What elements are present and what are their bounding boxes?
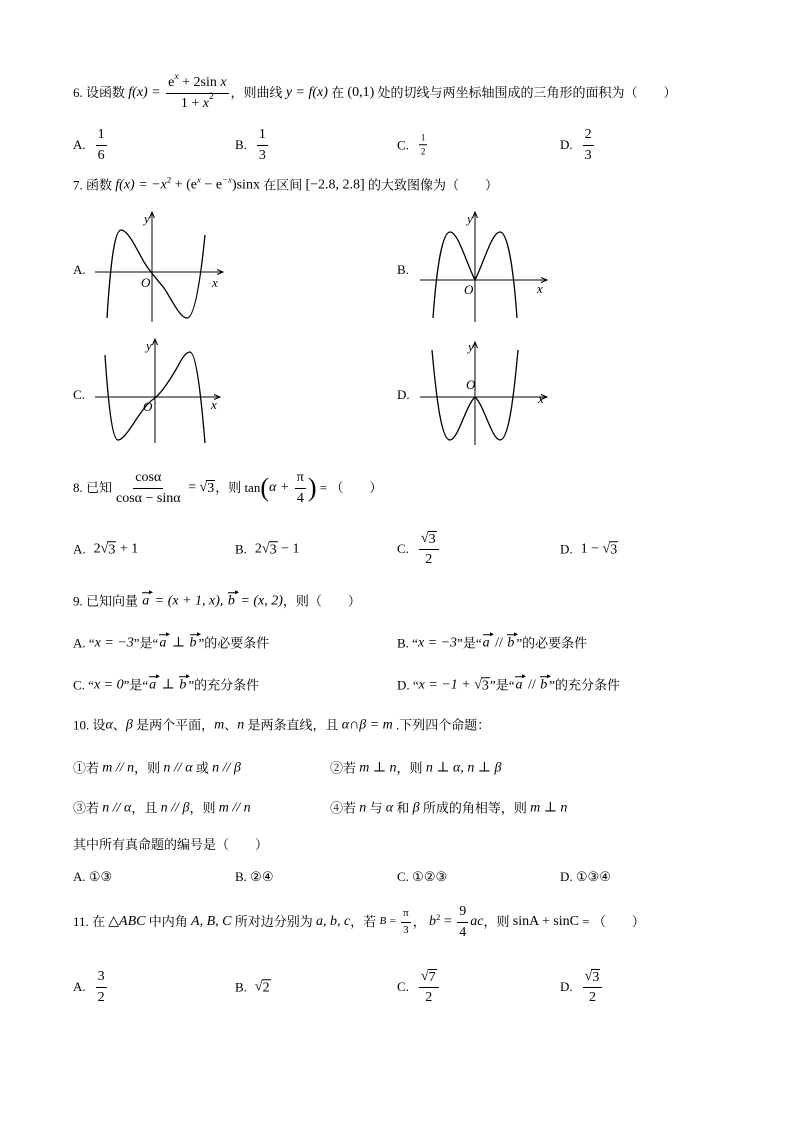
option-text: ”是“ bbox=[123, 676, 149, 692]
fraction-denominator: 2 bbox=[588, 989, 596, 1005]
q6-text-end: 处的切线与两坐标轴围成的三角形的面积为（ ） bbox=[374, 84, 677, 100]
radicand: 2 bbox=[262, 979, 270, 995]
q8-given-fraction bbox=[114, 469, 183, 507]
x-axis-label: x bbox=[537, 281, 543, 296]
origin-label: O bbox=[466, 377, 476, 392]
fraction-denominator: 2 bbox=[420, 146, 426, 157]
fraction-denominator: cosα − sinα bbox=[116, 490, 181, 506]
q11-option-d bbox=[560, 968, 604, 1006]
sqrt-sign: √ bbox=[261, 541, 270, 557]
exponent: 2 bbox=[166, 174, 172, 185]
q7-term: )sinx bbox=[231, 177, 260, 193]
option-label: B. bbox=[235, 136, 247, 152]
option-label: A. bbox=[73, 868, 89, 884]
statement-text: ③若 bbox=[73, 799, 103, 815]
sqrt-sign: √ bbox=[584, 969, 593, 984]
q8-text-end: = （ ） bbox=[316, 479, 383, 495]
option-label: A. bbox=[73, 540, 86, 556]
fraction-numerator: 9 bbox=[457, 903, 468, 923]
statement-math: m // n bbox=[102, 760, 135, 776]
option-label: C. bbox=[397, 136, 409, 152]
question-7 bbox=[73, 176, 498, 194]
left-paren: ( bbox=[260, 473, 269, 502]
relation-symbol: ⊥ bbox=[158, 677, 179, 693]
q7-graph-a bbox=[90, 205, 235, 330]
vector-a: a bbox=[149, 677, 157, 693]
q11-text: ， bbox=[412, 913, 429, 929]
option-text: ”的必要条件 bbox=[198, 634, 270, 650]
statement-math: n // β bbox=[160, 800, 190, 816]
vector-a: a bbox=[515, 677, 523, 693]
fraction-denominator: 2 bbox=[425, 989, 433, 1005]
y-axis-label: y bbox=[467, 211, 473, 226]
question-9 bbox=[73, 592, 361, 610]
q11-text: ，则 bbox=[483, 913, 513, 929]
option-label: D. “ bbox=[397, 676, 419, 692]
statement-math: n // α bbox=[102, 800, 132, 816]
q7-interval: [−2.8, 2.8] bbox=[305, 177, 365, 193]
side-b: b bbox=[428, 914, 436, 930]
fraction-numerator bbox=[583, 968, 603, 988]
sqrt-sign: √ bbox=[100, 541, 109, 557]
statement-math: n // β bbox=[212, 760, 241, 776]
statement-math: m // n bbox=[218, 800, 251, 816]
radicand: 3 bbox=[592, 969, 600, 985]
option-label: A. “ bbox=[73, 634, 95, 650]
vector-b: b bbox=[189, 635, 197, 651]
q11-text: 中内角 bbox=[145, 913, 192, 929]
q7-graph-c bbox=[90, 335, 230, 450]
statement-text: ，且 bbox=[131, 799, 161, 815]
option-fraction bbox=[583, 126, 594, 164]
q6-option-d bbox=[560, 126, 596, 164]
exponent: −x bbox=[222, 174, 232, 185]
radicand: 3 bbox=[428, 531, 436, 547]
option-fraction bbox=[419, 530, 439, 568]
vector-b-value: = (x, 2) bbox=[236, 593, 283, 609]
radicand: 3 bbox=[207, 480, 215, 496]
origin-label: O bbox=[143, 399, 153, 414]
q8-option-c bbox=[397, 530, 441, 568]
vector-b: b bbox=[540, 677, 548, 693]
q9-option-d bbox=[397, 676, 620, 694]
q7-text-interval: 在区间 bbox=[259, 176, 306, 192]
triangle-name: △ABC bbox=[108, 914, 146, 930]
fraction-numerator: 3 bbox=[96, 968, 107, 988]
sides: a, b, c bbox=[315, 914, 351, 930]
option-text: ”是“ bbox=[457, 634, 482, 650]
statement-math: α bbox=[385, 800, 394, 816]
q10-intro: 10. 设 bbox=[73, 716, 106, 732]
statement-math: m ⊥ n bbox=[530, 800, 568, 816]
condition: x = −1 + bbox=[418, 677, 475, 693]
q8-alpha-plus: α + bbox=[269, 480, 293, 496]
q9-option-c bbox=[73, 676, 259, 694]
fraction-numerator: π bbox=[401, 907, 411, 923]
q11-intro: 11. 在 bbox=[73, 913, 109, 929]
fraction-numerator bbox=[419, 968, 439, 988]
vector-b: b bbox=[179, 677, 187, 693]
vector-a-value: = (x + 1, x), bbox=[151, 593, 227, 609]
q6-option-a bbox=[73, 126, 109, 164]
condition: x = 0 bbox=[93, 677, 124, 693]
q10-question bbox=[73, 837, 268, 853]
sqrt-sign: √ bbox=[420, 531, 429, 546]
option-label: B. bbox=[235, 540, 247, 556]
q10-text-end: .下列四个命题： bbox=[392, 716, 491, 732]
fraction-numerator: 1 bbox=[257, 126, 268, 146]
option-label: C. bbox=[397, 868, 413, 884]
q11-text: 所对边分别为 bbox=[231, 913, 316, 929]
q9-option-a bbox=[73, 634, 269, 652]
q10-option-d bbox=[560, 869, 611, 885]
exponent: 2 bbox=[209, 92, 214, 103]
q10-option-b bbox=[235, 869, 273, 885]
q7-term: − e bbox=[200, 177, 223, 193]
option-label: B. bbox=[397, 261, 409, 277]
coefficient: 2 bbox=[254, 541, 262, 557]
option-label: B. bbox=[235, 978, 247, 994]
nine-over-four bbox=[457, 903, 468, 941]
x-axis-label: x bbox=[211, 397, 217, 412]
fraction-numerator bbox=[419, 530, 439, 550]
q10-option-c bbox=[397, 869, 447, 885]
q11-option-a bbox=[73, 968, 109, 1006]
question-text: 其中所有真命题的编号是（ ） bbox=[73, 836, 269, 852]
fraction-numerator: π bbox=[295, 469, 306, 489]
option-label: B. “ bbox=[397, 634, 418, 650]
q6-function-lhs: f(x) = bbox=[128, 85, 165, 101]
euler-e: e bbox=[168, 75, 175, 90]
angles: A, B, C bbox=[191, 914, 232, 930]
radicand: 3 bbox=[610, 541, 618, 557]
sine-sum: sinA + sinC bbox=[512, 914, 580, 930]
statement-text: 与 bbox=[366, 799, 386, 815]
option-term: − 1 bbox=[277, 541, 300, 557]
question-8 bbox=[73, 469, 382, 507]
statement-math: n bbox=[359, 800, 367, 816]
x-axis-label: x bbox=[212, 275, 218, 290]
radicand: 3 bbox=[108, 541, 116, 557]
q9-option-b bbox=[397, 634, 587, 652]
option-label: D. bbox=[560, 136, 573, 152]
separator: 、 bbox=[224, 716, 238, 732]
option-fraction bbox=[419, 968, 439, 1006]
option-label: D. bbox=[560, 868, 576, 884]
fraction-numerator: 2 bbox=[583, 126, 594, 146]
statement-text: 或 bbox=[192, 759, 213, 775]
fraction-numerator bbox=[166, 71, 228, 94]
plane-beta: β bbox=[125, 717, 133, 733]
statement-text: ，则 bbox=[189, 799, 219, 815]
option-fraction bbox=[257, 126, 268, 164]
vector-b: b bbox=[507, 635, 515, 651]
option-label: D. bbox=[397, 386, 410, 402]
fraction-denominator: 2 bbox=[425, 551, 433, 567]
q7-graph-d-label bbox=[397, 387, 410, 403]
q9-text-end: ，则（ ） bbox=[282, 592, 361, 608]
radicand: 3 bbox=[481, 677, 489, 693]
fraction-denominator: 4 bbox=[459, 924, 467, 940]
q6-option-c bbox=[397, 132, 429, 158]
q10-text-planes: 是两个平面， bbox=[132, 716, 215, 732]
statement-text: 所成的角相等，则 bbox=[419, 799, 531, 815]
statement-text: ④若 bbox=[330, 799, 360, 815]
fraction-denominator: 2 bbox=[97, 989, 105, 1005]
fraction-numerator: 1 bbox=[96, 126, 107, 146]
y-axis-label: y bbox=[144, 211, 150, 226]
variable-x: x bbox=[220, 75, 227, 90]
option-label: B. bbox=[235, 868, 251, 884]
denominator-term: 1 + bbox=[180, 95, 203, 111]
q11-option-b bbox=[235, 978, 271, 996]
q7-graph-a-label bbox=[73, 262, 86, 278]
option-text: ”是“ bbox=[489, 676, 515, 692]
function-curve bbox=[107, 230, 205, 318]
option-text: ”的充分条件 bbox=[188, 676, 260, 692]
option-value: ①②③ bbox=[412, 868, 448, 884]
q11-text: ，若 bbox=[350, 913, 380, 929]
sqrt-sign: √ bbox=[254, 979, 263, 995]
option-value: ①③④ bbox=[575, 868, 611, 884]
relation-symbol: // bbox=[524, 677, 540, 693]
line-m: m bbox=[214, 717, 225, 733]
option-label: D. bbox=[560, 540, 573, 556]
numerator-term: + 2sin bbox=[178, 75, 221, 90]
q7-graph-b-label bbox=[397, 262, 409, 278]
vector-a: a bbox=[159, 635, 167, 651]
statement-text: 和 bbox=[393, 799, 413, 815]
option-term: + 1 bbox=[116, 541, 139, 557]
origin-label: O bbox=[464, 282, 474, 297]
q10-statement-2 bbox=[330, 759, 501, 777]
radicand: 7 bbox=[428, 969, 436, 985]
q7-graph-b bbox=[415, 205, 560, 330]
option-value: ①③ bbox=[88, 868, 113, 884]
right-paren: ) bbox=[307, 473, 317, 502]
statement-math: n // α bbox=[163, 760, 193, 776]
q7-graph-d bbox=[415, 338, 560, 450]
option-text: ”是“ bbox=[133, 634, 159, 650]
vector-a: a bbox=[482, 635, 490, 651]
exponent: x bbox=[197, 174, 201, 185]
intersection: α∩β = m bbox=[341, 717, 393, 733]
statement-text: ①若 bbox=[73, 759, 103, 775]
option-label: A. bbox=[73, 261, 86, 277]
option-value: ②④ bbox=[250, 868, 274, 884]
q7-term: + (e bbox=[171, 177, 198, 193]
q11-option-c bbox=[397, 968, 441, 1006]
sqrt-sign: √ bbox=[602, 541, 611, 557]
equals-sign: = bbox=[440, 914, 456, 930]
option-text: ”的必要条件 bbox=[516, 634, 588, 650]
q8-option-b bbox=[235, 540, 300, 558]
question-10 bbox=[73, 716, 490, 734]
option-fraction bbox=[583, 968, 603, 1006]
q11-text-end: = （ ） bbox=[579, 913, 645, 929]
sqrt-sign: √ bbox=[420, 969, 429, 984]
option-label: A. bbox=[73, 978, 86, 994]
option-label: C. “ bbox=[73, 676, 94, 692]
statement-math: m ⊥ n bbox=[359, 760, 397, 776]
fraction-denominator: 6 bbox=[97, 147, 105, 163]
option-label: C. bbox=[397, 978, 409, 994]
q8-pi-over-4 bbox=[295, 469, 306, 507]
y-axis-label: y bbox=[468, 339, 474, 354]
sqrt-sign: √ bbox=[199, 480, 208, 496]
q7-intro: 7. 函数 bbox=[73, 176, 116, 192]
origin-label: O bbox=[141, 275, 151, 290]
fraction-denominator bbox=[179, 94, 216, 113]
option-text: ”的充分条件 bbox=[549, 676, 621, 692]
fraction-denominator: 3 bbox=[258, 147, 266, 163]
statement-math: β bbox=[412, 800, 420, 816]
vector-b: b bbox=[227, 593, 235, 609]
sqrt-sign: √ bbox=[474, 677, 482, 693]
coefficient: 2 bbox=[93, 541, 101, 557]
q8-intro: 8. 已知 bbox=[73, 479, 113, 495]
q7-text-end: 的大致图像为（ ） bbox=[364, 176, 498, 192]
exponent: x bbox=[174, 71, 179, 82]
q6-intro: 6. 设函数 bbox=[73, 84, 129, 100]
angle-b-equation: B = bbox=[379, 915, 400, 928]
fraction-denominator: 3 bbox=[403, 923, 409, 936]
plane-alpha: α bbox=[105, 717, 113, 733]
statement-math: n ⊥ α, n ⊥ β bbox=[425, 760, 502, 776]
q10-statement-3 bbox=[73, 799, 251, 817]
separator: 、 bbox=[112, 716, 126, 732]
q10-statement-4 bbox=[330, 799, 567, 817]
q6-text-at: 在 bbox=[327, 84, 348, 100]
pi-over-3 bbox=[401, 907, 411, 938]
q6-text-then: ，则曲线 bbox=[230, 84, 286, 100]
q7-graph-c-label bbox=[73, 387, 85, 403]
fraction-denominator: 4 bbox=[296, 490, 304, 506]
q6-function-fraction bbox=[166, 71, 228, 112]
x-axis-label: x bbox=[538, 391, 544, 406]
option-fraction bbox=[419, 132, 428, 158]
statement-text: ，则 bbox=[396, 759, 426, 775]
option-label: C. bbox=[73, 386, 85, 402]
condition: x = −3 bbox=[417, 635, 458, 651]
q8-option-d bbox=[560, 540, 618, 558]
y-axis-label: y bbox=[146, 338, 152, 353]
q6-curve: y = f(x) bbox=[285, 85, 328, 101]
q10-option-a bbox=[73, 869, 112, 885]
option-label: A. bbox=[73, 136, 86, 152]
radicand: 3 bbox=[269, 541, 277, 557]
q10-statement-1 bbox=[73, 759, 241, 777]
exponent: 2 bbox=[435, 911, 441, 922]
question-6 bbox=[73, 71, 677, 112]
option-label: D. bbox=[560, 978, 573, 994]
fraction-numerator: cosα bbox=[133, 469, 163, 489]
question-11 bbox=[73, 903, 645, 941]
fraction-denominator: 3 bbox=[584, 147, 592, 163]
q9-intro: 9. 已知向量 bbox=[73, 592, 142, 608]
equals-sign: = bbox=[184, 480, 200, 496]
option-fraction bbox=[96, 126, 107, 164]
fraction-numerator: 1 bbox=[419, 132, 428, 145]
option-term: 1 − bbox=[580, 541, 603, 557]
statement-text: ②若 bbox=[330, 759, 360, 775]
product-ac: ac bbox=[470, 914, 484, 930]
condition: x = −3 bbox=[94, 635, 134, 651]
q6-point: (0,1) bbox=[347, 85, 375, 101]
statement-text: ，则 bbox=[134, 759, 164, 775]
vector-a: a bbox=[142, 593, 150, 609]
relation-symbol: // bbox=[491, 635, 507, 651]
line-n: n bbox=[237, 717, 245, 733]
variable-x: x bbox=[202, 95, 210, 111]
q8-option-a bbox=[73, 540, 138, 558]
q8-text-then: ，则 tan bbox=[215, 479, 261, 495]
q7-function-lhs: f(x) = −x bbox=[115, 177, 167, 193]
option-fraction bbox=[96, 968, 107, 1006]
relation-symbol: ⊥ bbox=[168, 635, 189, 651]
option-label: C. bbox=[397, 540, 409, 556]
q10-text-lines: 是两条直线，且 bbox=[244, 716, 342, 732]
q6-option-b bbox=[235, 126, 270, 164]
